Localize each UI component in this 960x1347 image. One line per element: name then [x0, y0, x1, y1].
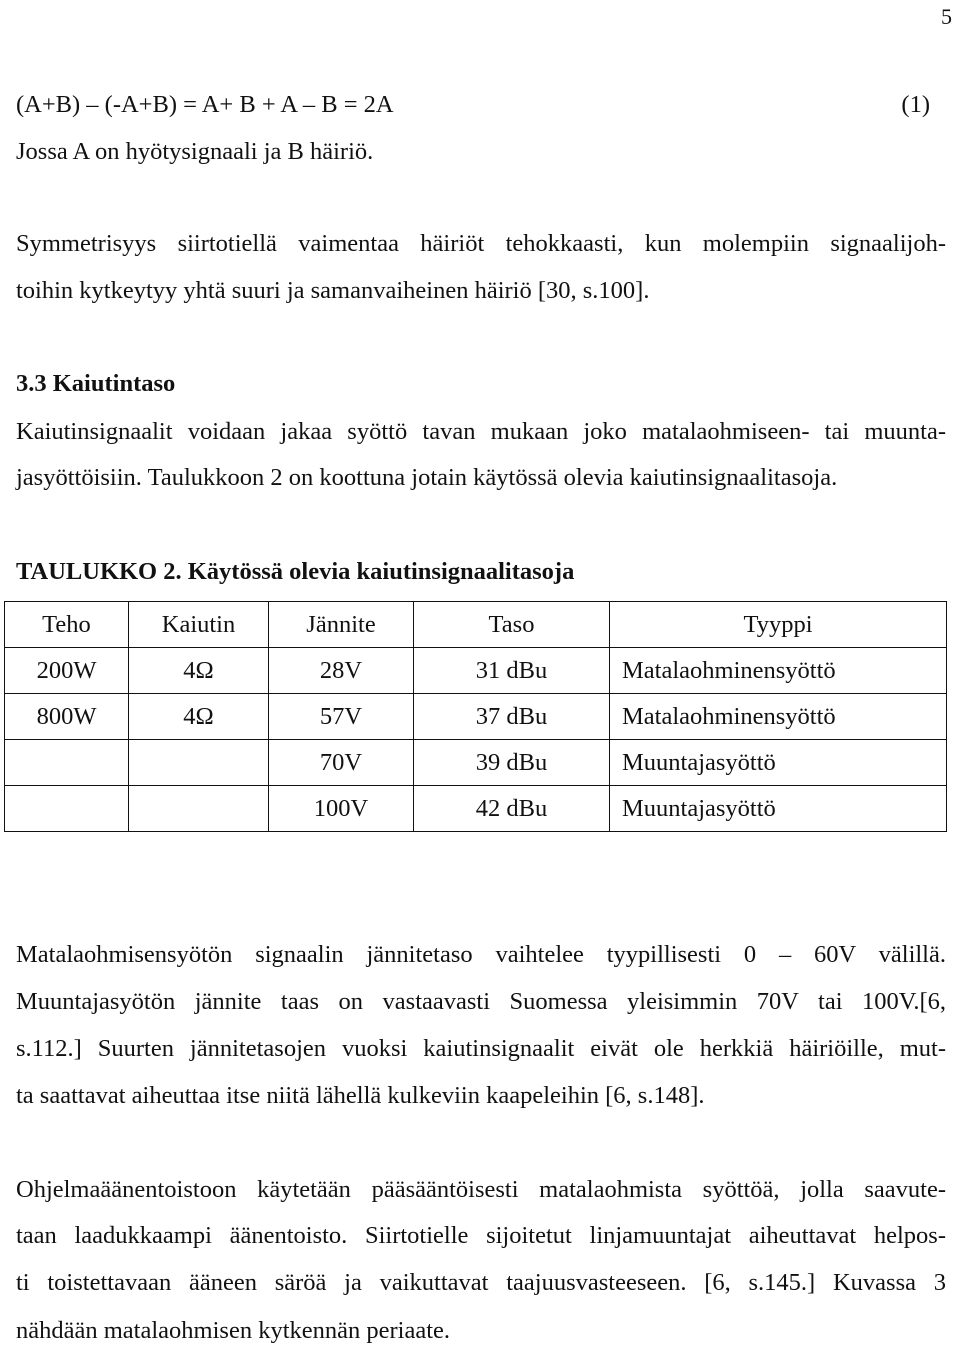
- table-header-cell: Taso: [414, 602, 610, 648]
- table-header-cell: Jännite: [269, 602, 414, 648]
- page-number: 5: [941, 4, 952, 29]
- paragraph-line: toihin kytkeytyy yhtä suuri ja samanvaiheinen häiriö [30, s.100].: [16, 277, 650, 304]
- table-row: [5, 786, 947, 832]
- table-cell: 57V: [269, 694, 414, 740]
- table-row: [5, 740, 947, 786]
- table-cell: [5, 740, 129, 786]
- table-row: [5, 694, 947, 740]
- paragraph-line: Matalaohmisensyötön signaalin jännitetaso vaihtelee tyypillisesti 0 – 60V välillä.: [16, 941, 946, 968]
- paragraph-line: taan laadukkaampi äänentoisto. Siirtotielle sijoitetut linjamuuntajat aiheuttavat helpos-: [16, 1222, 946, 1249]
- table-header-cell: Kaiutin: [129, 602, 269, 648]
- table-cell: 4Ω: [129, 694, 269, 740]
- table-cell: Muuntajasyöttö: [610, 786, 947, 832]
- table-cell: 100V: [269, 786, 414, 832]
- table-cell: 800W: [5, 694, 129, 740]
- table-cell: 70V: [269, 740, 414, 786]
- paragraph-line: nähdään matalaohmisen kytkennän periaate.: [16, 1317, 451, 1344]
- table-cell: 4Ω: [129, 648, 269, 694]
- equation-text: (A+B) – (-A+B) = A+ B + A – B = 2A: [16, 91, 394, 118]
- table-cell: Matalaohminensyöttö: [610, 694, 947, 740]
- table-cell: Muuntajasyöttö: [610, 740, 947, 786]
- paragraph-line: jasyöttöisiin. Taulukkoon 2 on koottuna jotain käytössä olevia kaiutinsignaalitasoja.: [16, 464, 838, 491]
- paragraph-line: s.112.] Suurten jännitetasojen vuoksi kaiutinsignaalit eivät ole herkkiä häiriöille, mut-: [16, 1035, 946, 1062]
- paragraph-line: Ohjelmaäänentoistoon käytetään pääsääntöisesti matalaohmista syöttöä, jolla saavute-: [16, 1176, 946, 1203]
- paragraph-line: ti toistettavaan ääneen säröä ja vaikuttavat taajuusvasteeseen. [6, s.145.] Kuvassa 3: [16, 1269, 946, 1296]
- paragraph-line: ta saattavat aiheuttaa itse niitä lähellä kulkeviin kaapeleihin [6, s.148].: [16, 1082, 705, 1109]
- table-caption: TAULUKKO 2. Käytössä olevia kaiutinsignaalitasoja: [16, 558, 575, 585]
- levels-table: [4, 601, 947, 832]
- table-header-cell: Teho: [5, 602, 129, 648]
- table-row: [5, 648, 947, 694]
- table-cell: 37 dBu: [414, 694, 610, 740]
- table-cell: 39 dBu: [414, 740, 610, 786]
- table-cell: [129, 740, 269, 786]
- table-cell: 200W: [5, 648, 129, 694]
- table-header-row: [5, 602, 947, 648]
- table-cell: 42 dBu: [414, 786, 610, 832]
- paragraph-line: Kaiutinsignaalit voidaan jakaa syöttö tavan mukaan joko matalaohmiseen- tai muunta-: [16, 418, 946, 445]
- paragraph-line: Symmetrisyys siirtotiellä vaimentaa häiriöt tehokkaasti, kun molempiin signaalijoh-: [16, 230, 946, 257]
- table-header-cell: Tyyppi: [610, 602, 947, 648]
- paragraph-line: Jossa A on hyötysignaali ja B häiriö.: [16, 138, 374, 165]
- section-heading: 3.3 Kaiutintaso: [16, 370, 176, 397]
- paragraph-line: Muuntajasyötön jännite taas on vastaavasti Suomessa yleisimmin 70V tai 100V.[6,: [16, 988, 946, 1015]
- table-cell: 28V: [269, 648, 414, 694]
- table-cell: [5, 786, 129, 832]
- equation-number: (1): [901, 91, 930, 118]
- table-cell: 31 dBu: [414, 648, 610, 694]
- equation-row: [16, 90, 930, 120]
- table-cell: [129, 786, 269, 832]
- table-cell: Matalaohminensyöttö: [610, 648, 947, 694]
